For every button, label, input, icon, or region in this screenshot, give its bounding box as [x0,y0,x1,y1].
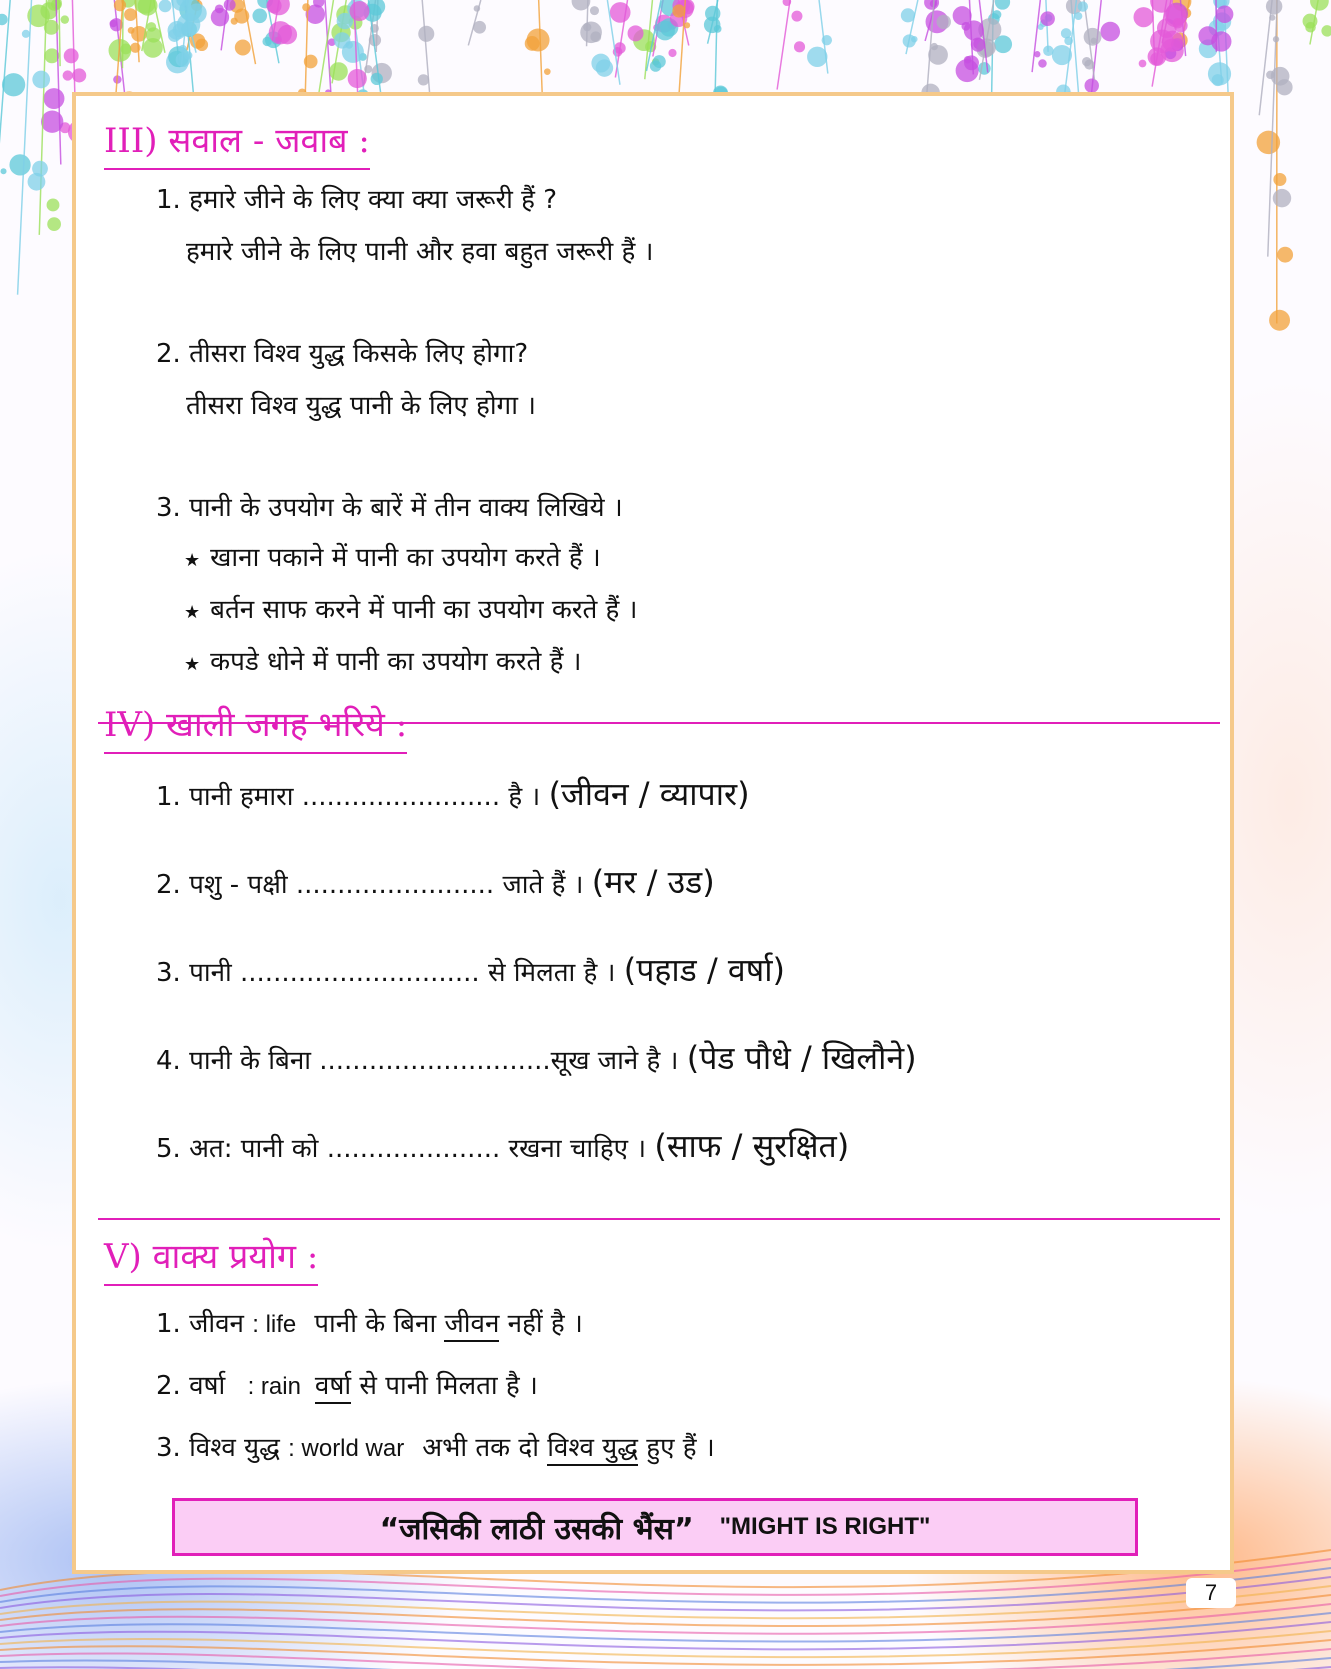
blank-suffix: जाते हैं । [494,870,592,900]
sentence-suffix: नहीं है । [499,1309,583,1339]
blank-suffix: है । [500,782,549,812]
blank-prefix: 1. पानी हमारा [156,782,302,812]
section-divider [98,1218,1220,1220]
blank-options: (जीवन / व्यापार) [548,775,750,813]
bullet-text: खाना पकाने में पानी का उपयोग करते हैं । [210,543,601,573]
question-2: 2. तीसरा विश्व युद्ध किसके लिए होगा? [156,339,529,369]
blank-prefix: 2. पशु - पक्षी [156,870,296,900]
sentence-usage-item [156,1304,583,1340]
usage-word: विश्व युद्ध [189,1433,280,1463]
sentence-usage-item [156,1366,538,1402]
bullet-text: बर्तन साफ करने में पानी का उपयोग करते हैं । [210,595,638,625]
list-item [184,538,601,574]
blank-suffix: से मिलता है । [479,958,624,988]
underlined-word: वर्षा [315,1371,351,1404]
blank-dots: ........................ [295,870,495,900]
blank-options: (पहाड / वर्षा) [623,951,785,989]
sentence-prefix: अभी तक दो [422,1433,548,1463]
answer-2: तीसरा विश्व युद्ध पानी के लिए होगा । [186,391,537,421]
blank-dots: ............................. [240,958,480,988]
usage-word: वर्षा [189,1371,226,1401]
question-3: 3. पानी के उपयोग के बारें में तीन वाक्य लिखिये । [156,493,623,523]
blank-prefix: 3. पानी [156,958,241,988]
fill-blank-item [156,772,750,815]
content-panel [72,92,1234,1574]
underlined-word: विश्व युद्ध [547,1433,638,1466]
section-5-heading: V) वाक्य प्रयोग : [104,1232,318,1286]
sentence-usage-item [156,1428,715,1464]
star-icon: ★ [184,602,201,623]
underlined-word: जीवन [444,1309,499,1342]
proverb-hindi: “जसिकी लाठी उसकी भैंस” [379,1511,694,1547]
blank-options: (पेड पौधे / खिलौने) [686,1039,917,1077]
list-item [184,590,637,626]
item-number: 3. [156,1433,181,1463]
fill-blank-item [156,860,715,903]
fill-blank-item [156,1124,849,1167]
sentence-prefix: पानी के बिना [314,1309,445,1339]
proverb-english: "MIGHT IS RIGHT" [719,1513,931,1540]
item-number: 2. [156,1371,181,1401]
section-4-heading: IV) खाली जगह भरिये : [104,700,407,754]
blank-suffix: सूख जाने है । [550,1046,687,1076]
blank-dots: ........................ [301,782,501,812]
star-icon: ★ [184,654,201,675]
blank-options: (मर / उड) [591,863,715,901]
list-item [184,642,582,678]
bullet-text: कपडे धोने में पानी का उपयोग करते हैं । [210,647,582,677]
item-number: 1. [156,1309,181,1339]
sentence-suffix: से पानी मिलता है । [351,1371,538,1401]
answer-1: हमारे जीने के लिए पानी और हवा बहुत जरूरी हैं । [186,237,654,267]
blank-prefix: 5. अत: पानी को [156,1134,327,1164]
proverb-box [172,1498,1138,1556]
fill-blank-item [156,948,785,991]
blank-suffix: रखना चाहिए । [500,1134,655,1164]
blank-options: (साफ / सुरक्षित) [654,1127,850,1165]
page-number: 7 [1186,1578,1236,1608]
star-icon: ★ [184,550,201,571]
usage-word: जीवन [189,1309,244,1339]
usage-meaning: : life [252,1311,297,1338]
blank-dots: ............................ [319,1046,551,1076]
usage-meaning: : world war [288,1435,405,1462]
section-3-heading: III) सवाल - जवाब : [104,116,370,170]
blank-dots: ..................... [326,1134,501,1164]
sentence-suffix: हुए हैं । [638,1433,715,1463]
blank-prefix: 4. पानी के बिना [156,1046,320,1076]
usage-meaning: : rain [247,1373,301,1400]
question-1: 1. हमारे जीने के लिए क्या क्या जरूरी हैं ? [156,185,557,215]
fill-blank-item [156,1036,917,1079]
